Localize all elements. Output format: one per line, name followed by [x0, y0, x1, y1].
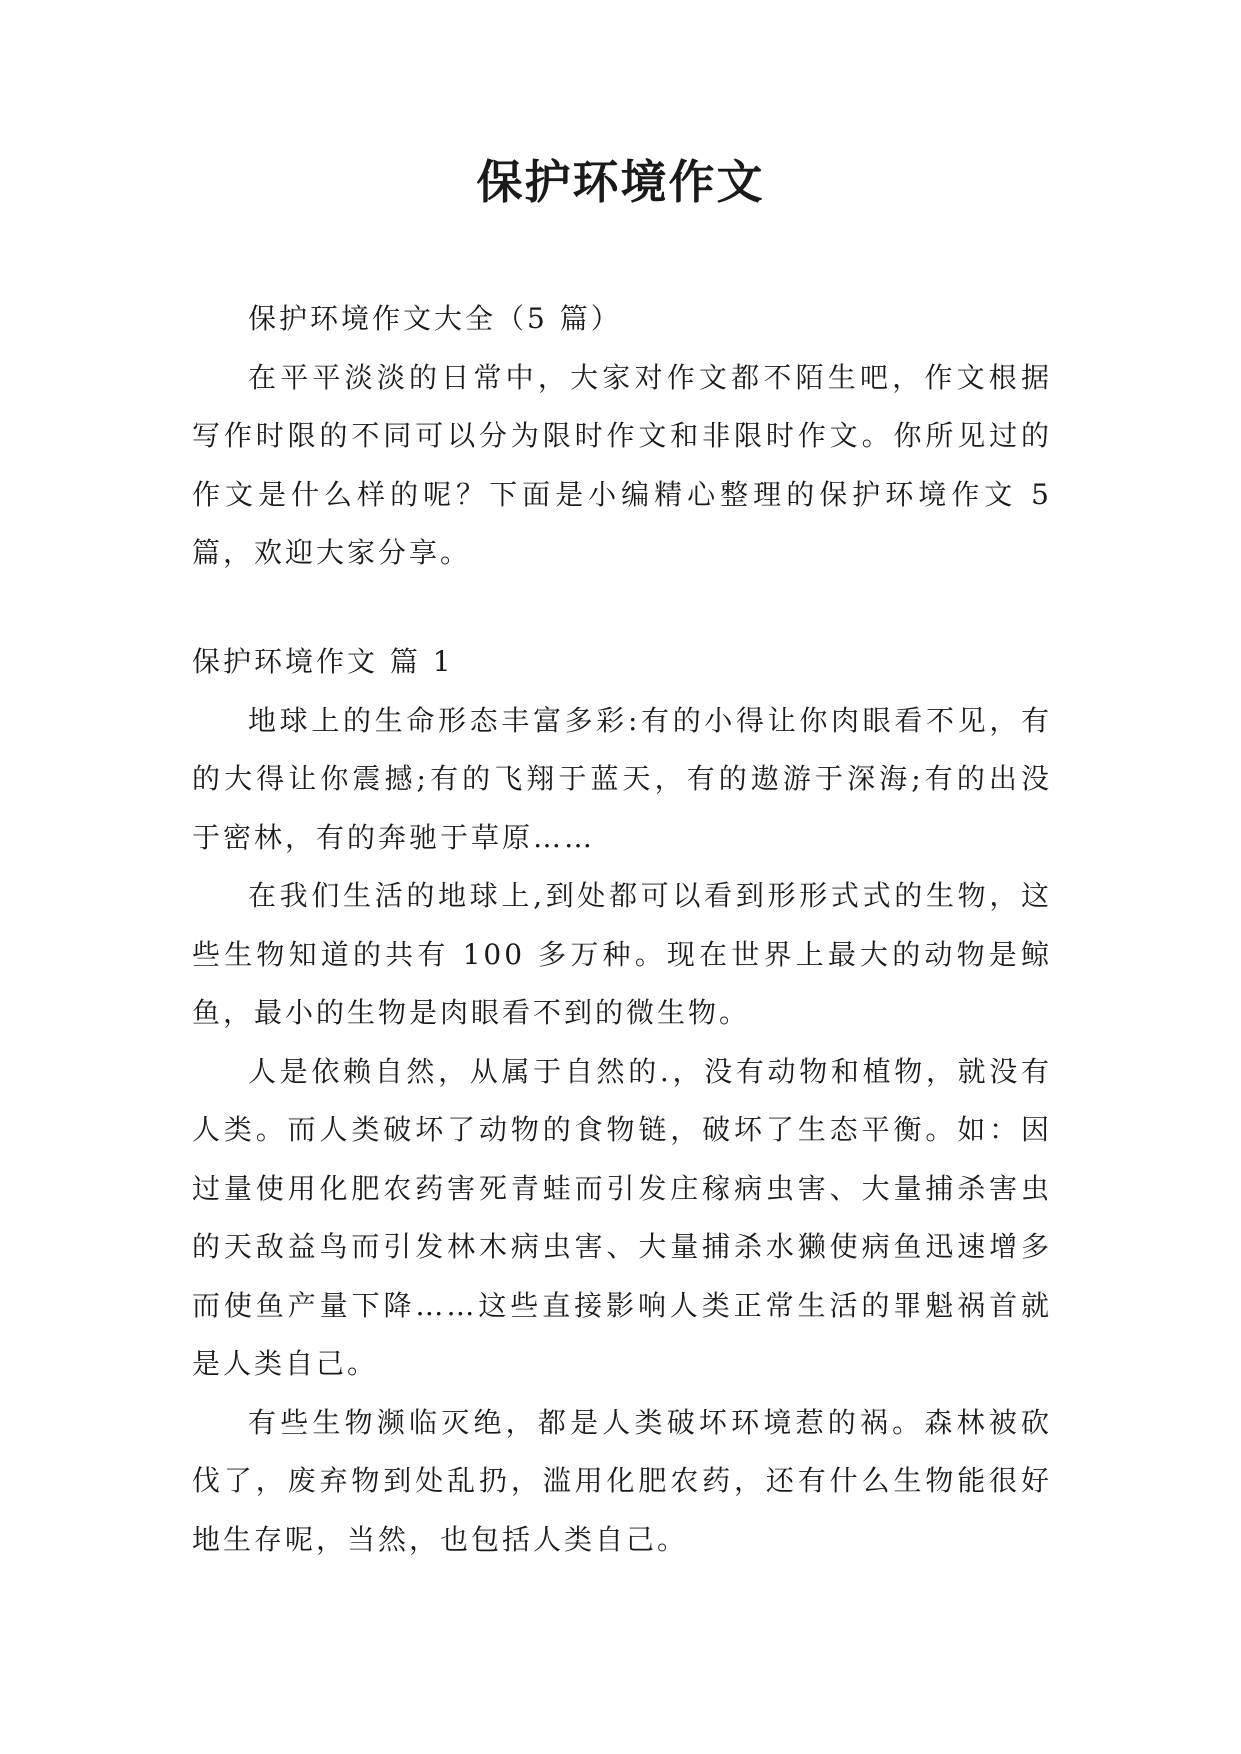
essay-1-paragraph: 有些生物濒临灭绝，都是人类破坏环境惹的祸。森林被砍伐了，废弃物到处乱扔，滥用化肥农药，还有什么生物能很好地生存呢，当然，也包括人类自己。	[192, 1405, 1052, 1556]
essay-1-heading: 保护环境作文 篇 1	[192, 645, 454, 678]
intro-paragraph: 在平平淡淡的日常中，大家对作文都不陌生吧，作文根据写作时限的不同可以分为限时作文和非限时作文。你所见过的作文是什么样的呢？下面是小编精心整理的保护环境作文 5 篇，欢迎大家分享。	[192, 360, 1052, 569]
intro-section	[192, 290, 1052, 583]
essay-1-paragraph: 在我们生活的地球上,到处都可以看到形形式式的生物，这些生物知道的共有 100 多万种。现在世界上最大的动物是鲸鱼，最小的生物是肉眼看不到的微生物。	[192, 879, 1052, 1029]
essay-1-paragraph: 人是依赖自然，从属于自然的.，没有动物和植物，就没有人类。而人类破坏了动物的食物链，破坏了生态平衡。如：因过量使用化肥农药害死青蛙而引发庄稼病虫害、大量捕杀害虫的天敌益鸟而引发林木病虫害、大量捕杀水獭使病鱼迅速增多而使鱼产量下降……这些直接影响人类正常生活的罪魁祸首就是人类自己。	[192, 1054, 1052, 1380]
document-title: 保护环境作文	[476, 155, 765, 209]
essay-1-section	[192, 633, 1052, 1569]
essay-1-paragraph: 地球上的生命形态丰富多彩:有的小得让你肉眼看不见，有的大得让你震撼;有的飞翔于蓝天，有的遨游于深海;有的出没于密林，有的奔驰于草原……	[192, 703, 1052, 854]
subtitle: 保护环境作文大全（5 篇）	[248, 302, 622, 335]
